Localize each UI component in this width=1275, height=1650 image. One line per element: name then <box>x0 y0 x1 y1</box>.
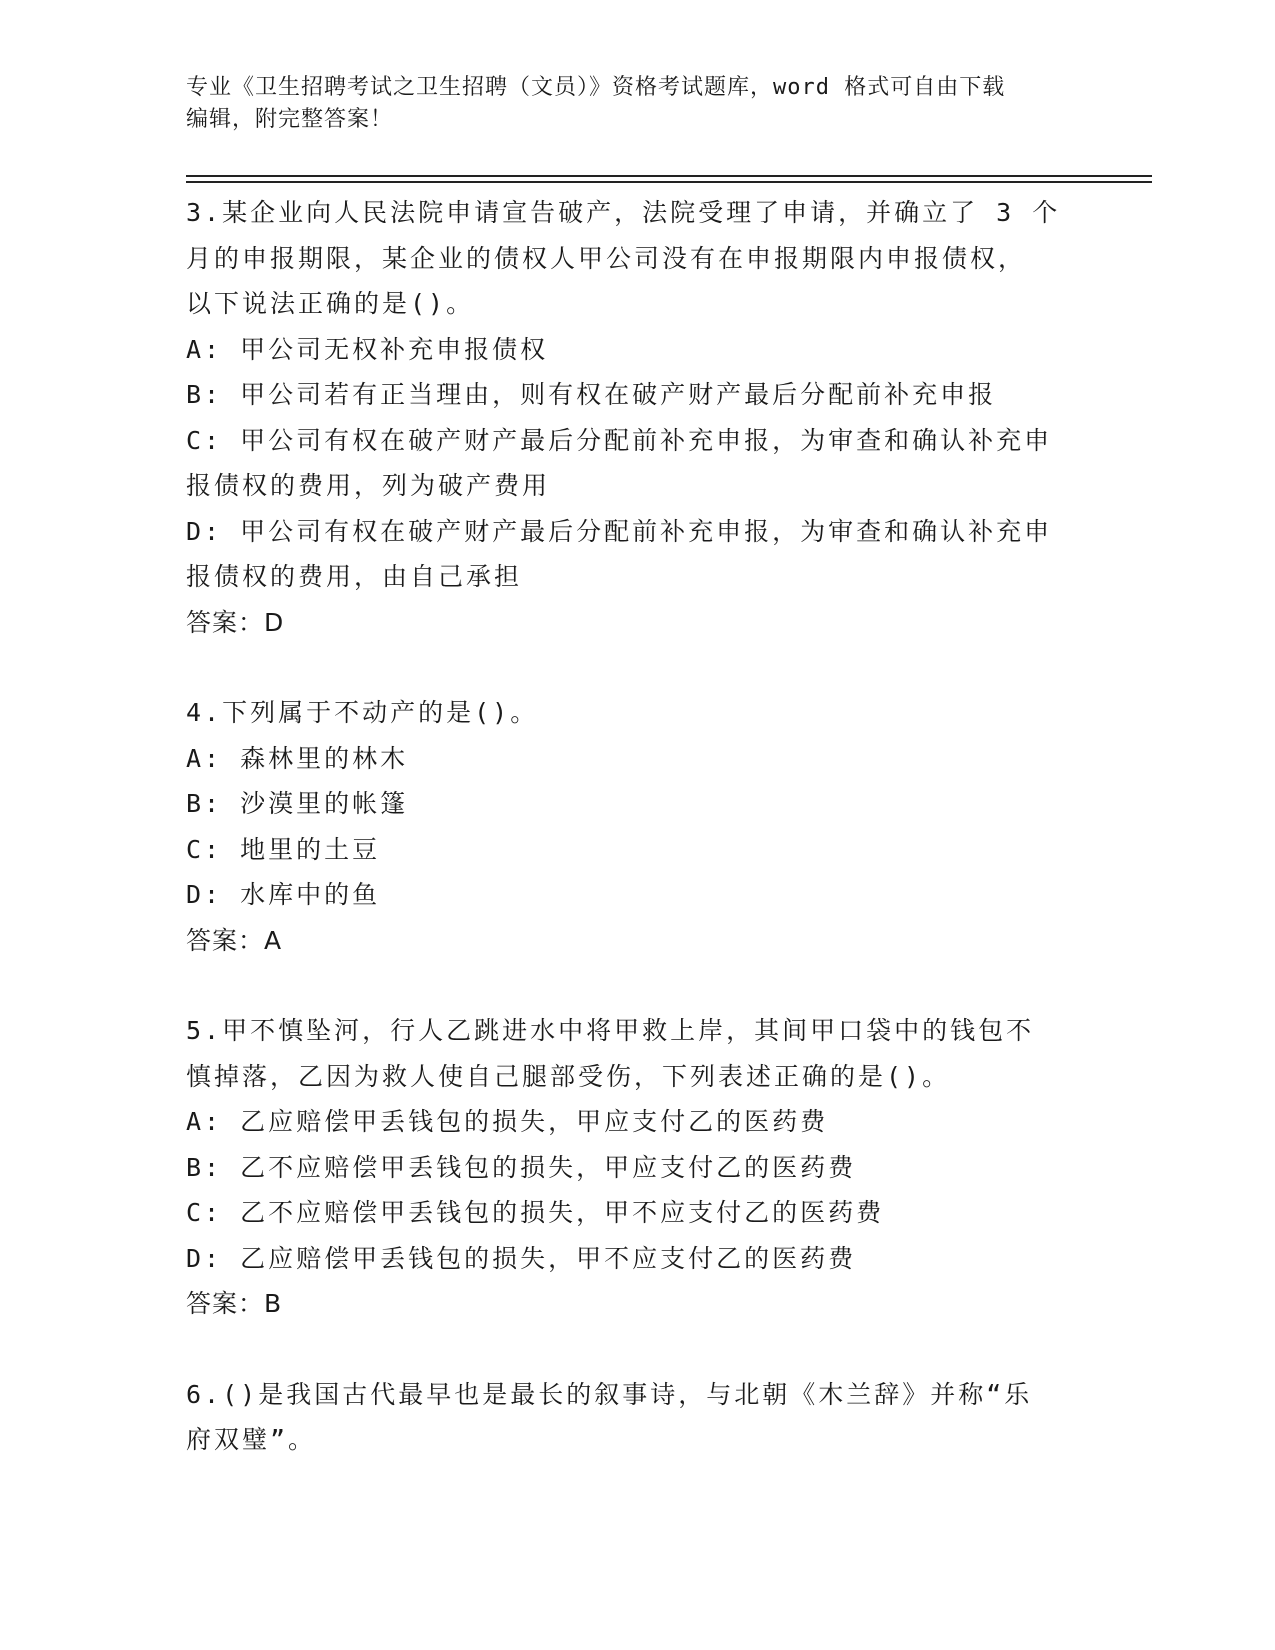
question-stem-line: 慎掉落，乙因为救人使自己腿部受伤，下列表述正确的是()。 <box>186 1061 951 1091</box>
option-line: A: 甲公司无权补充申报债权 <box>186 334 549 364</box>
header-title-line-1: 专业《卫生招聘考试之卫生招聘（文员）》资格考试题库，word 格式可自由下载 <box>186 75 1006 100</box>
question-stem-line: 府双璧”。 <box>186 1425 317 1454</box>
question-block <box>186 1008 1086 1327</box>
question-stem-line: 月的申报期限，某企业的债权人甲公司没有在申报期限内申报债权， <box>186 243 1027 273</box>
option-line: B: 乙不应赔偿甲丢钱包的损失，甲应支付乙的医药费 <box>186 1152 857 1182</box>
option-line: D: 水库中的鱼 <box>186 880 381 909</box>
question-stem-line: 6.()是我国古代最早也是最长的叙事诗，与北朝《木兰辞》并称“乐 <box>186 1379 1033 1409</box>
answer-line: 答案：D <box>186 607 285 637</box>
question-stem-line: 3.某企业向人民法院申请宣告破产，法院受理了申请，并确立了 3 个 <box>186 198 1061 227</box>
question-block <box>186 190 1086 645</box>
question-spacer <box>186 963 1086 1008</box>
question-block <box>186 690 1086 963</box>
question-block <box>186 1372 1086 1463</box>
answer-line: 答案：A <box>186 925 283 955</box>
option-line: 报债权的费用，列为破产费用 <box>186 471 551 500</box>
question-spacer <box>186 1327 1086 1372</box>
question-stem-line: 以下说法正确的是()。 <box>186 289 475 318</box>
option-line: D: 乙应赔偿甲丢钱包的损失，甲不应支付乙的医药费 <box>186 1243 857 1273</box>
option-line: 报债权的费用，由自己承担 <box>186 562 523 591</box>
header-divider-top <box>186 175 1152 177</box>
option-line: C: 乙不应赔偿甲丢钱包的损失，甲不应支付乙的医药费 <box>186 1198 885 1227</box>
option-line: B: 甲公司若有正当理由，则有权在破产财产最后分配前补充申报 <box>186 380 997 409</box>
option-line: C: 地里的土豆 <box>186 834 381 864</box>
question-stem-line: 5.甲不慎坠河，行人乙跳进水中将甲救上岸，其间甲口袋中的钱包不 <box>186 1016 1035 1045</box>
document-header <box>186 72 1066 136</box>
option-line: C: 甲公司有权在破产财产最后分配前补充申报，为审查和确认补充申 <box>186 425 1053 455</box>
question-stem-line: 4.下列属于不动产的是()。 <box>186 698 539 727</box>
option-line: D: 甲公司有权在破产财产最后分配前补充申报，为审查和确认补充申 <box>186 516 1053 546</box>
header-title-line-2: 编辑，附完整答案！ <box>186 107 394 132</box>
option-line: A: 乙应赔偿甲丢钱包的损失，甲应支付乙的医药费 <box>186 1107 829 1136</box>
option-line: A: 森林里的林木 <box>186 743 409 773</box>
question-list <box>186 190 1086 1463</box>
question-spacer <box>186 645 1086 690</box>
option-line: B: 沙漠里的帐篷 <box>186 789 409 818</box>
header-divider-bottom <box>186 181 1152 183</box>
answer-line: 答案：B <box>186 1289 283 1318</box>
